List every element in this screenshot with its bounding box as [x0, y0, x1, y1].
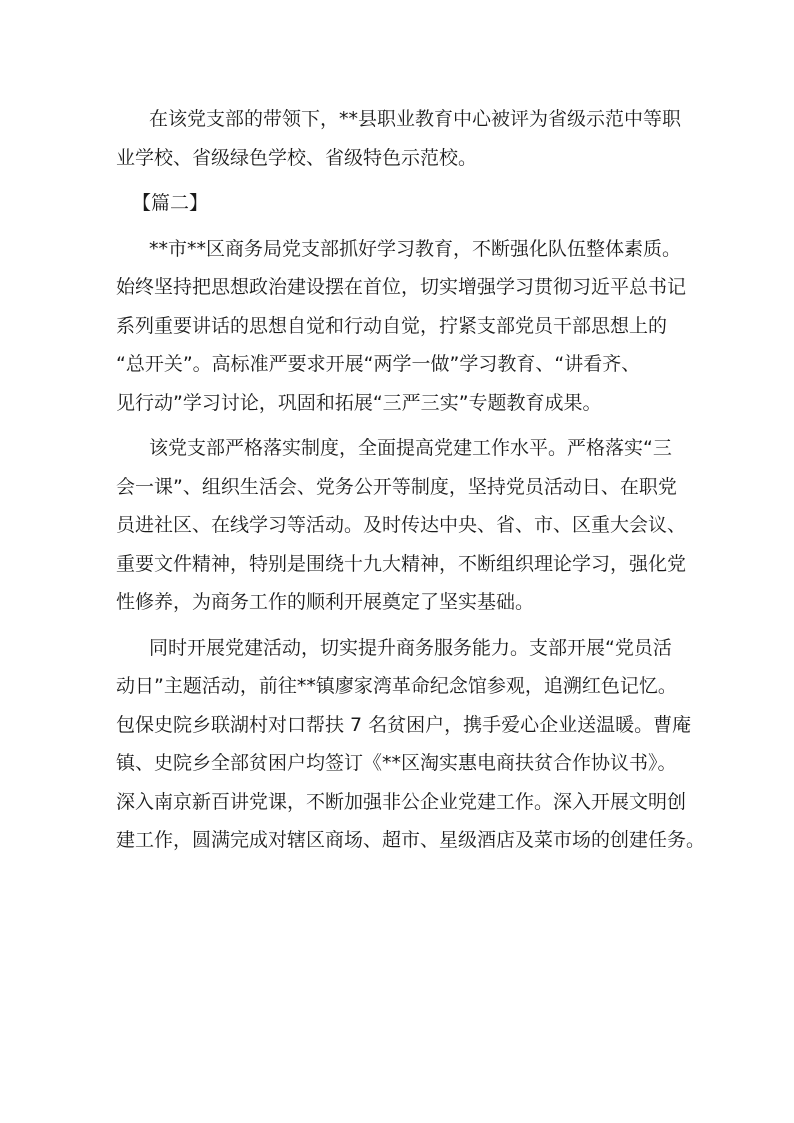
text-line: 会一课”、组织生活会、党务公开等制度，坚持党员活动日、在职党: [116, 475, 677, 498]
text-line: 重要文件精神，特别是围绕十九大精神，不断组织理论学习，强化党: [116, 552, 687, 575]
paragraph-2: [116, 230, 688, 423]
text-line: 性修养，为商务工作的顺利开展奠定了坚实基础。: [116, 591, 535, 613]
text-line: 该党支部严格落实制度，全面提高党建工作水平。严格落实“三: [149, 437, 672, 459]
text-line: 见行动”学习讨论，巩固和拓展“三严三实”专题教育成果。: [116, 391, 602, 414]
text-line: 始终坚持把思想政治建设摆在首位，切实增强学习贯彻习近平总书记: [116, 276, 687, 298]
text-line: 同时开展党建活动，切实提升商务服务能力。支部开展“党员活: [149, 636, 672, 659]
heading-text: 【篇二】: [132, 192, 209, 214]
text-line: **市**区商务局党支部抓好学习教育，不断强化队伍整体素质。: [149, 237, 682, 260]
text-line: 在该党支部的带领下，**县职业教育中心被评为省级示范中等职: [149, 108, 682, 130]
text-line: 镇、史院乡全部贫困户均签订《**区淘实惠电商扶贫合作协议书》。: [116, 752, 677, 774]
document-page: [116, 100, 706, 860]
text-line: 员进社区、在线学习等活动。及时传达中央、省、市、区重大会议、: [116, 514, 687, 536]
text-line: “总开关”。高标准严要求开展“两学一做”学习教育、“讲看齐、: [116, 353, 641, 375]
text-line: 系列重要讲话的思想自觉和行动自觉，拧紧支部党员干部思想上的: [116, 314, 668, 337]
paragraph-4: [116, 629, 706, 860]
paragraph-3: [116, 429, 688, 622]
section-heading: [116, 184, 688, 223]
text-line: 动日”主题活动，前往**镇廖家湾革命纪念馆参观，追溯红色记忆。: [116, 675, 677, 697]
paragraph-1: [116, 100, 688, 177]
text-line: 包保史院乡联湖村对口帮扶 7 名贫困户，携手爱心企业送温暖。曹庵: [116, 713, 692, 736]
text-line: 业学校、省级绿色学校、省级特色示范校。: [116, 146, 478, 169]
text-line: 深入南京新百讲党课，不断加强非公企业党建工作。深入开展文明创: [116, 790, 687, 813]
text-line: 建工作，圆满完成对辖区商场、超市、星级酒店及菜市场的创建任务。: [116, 829, 706, 851]
